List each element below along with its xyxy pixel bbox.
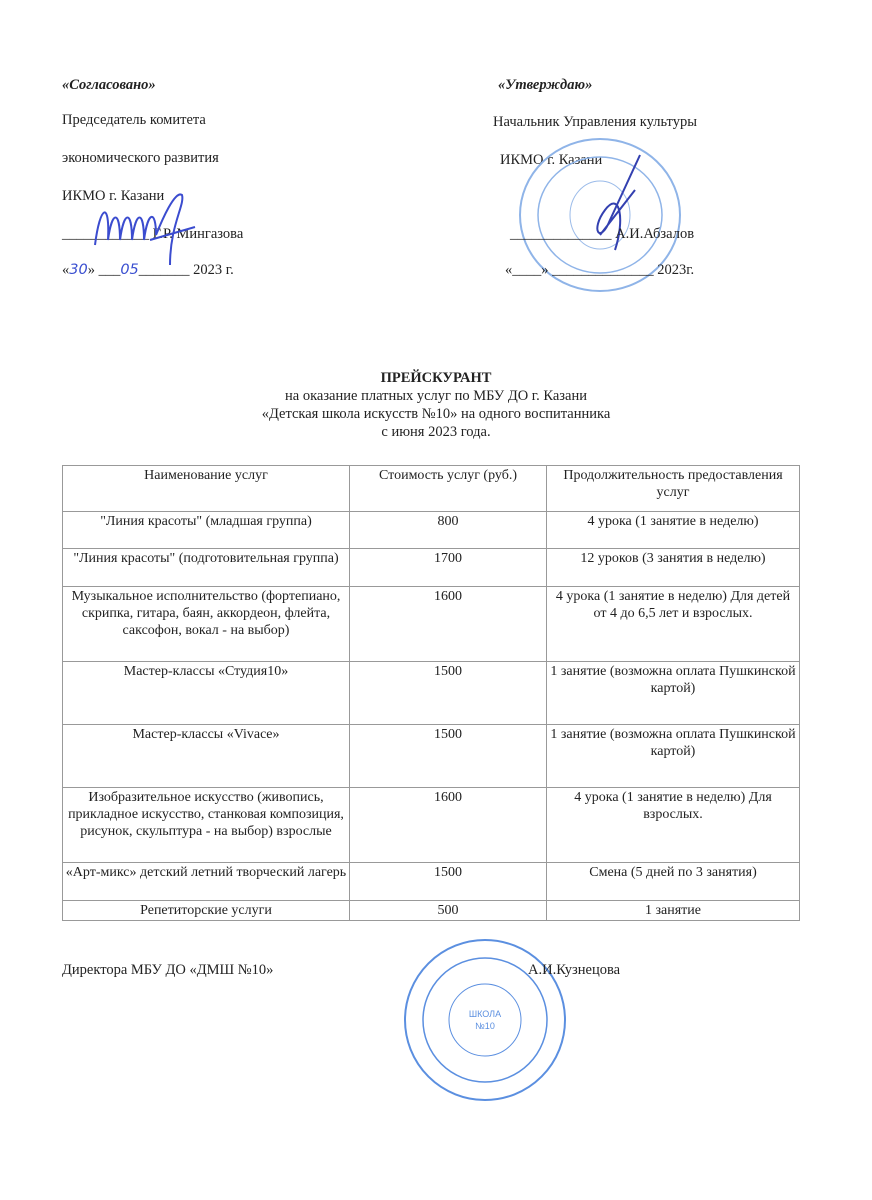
svg-text:ШКОЛА: ШКОЛА bbox=[468, 1009, 502, 1019]
service-name: «Арт-микс» детский летний творческий лагерь bbox=[63, 863, 350, 901]
date-year: 2023 г. bbox=[193, 262, 234, 278]
footer-position: Директора МБУ ДО «ДМШ №10» bbox=[62, 962, 274, 978]
signature-left bbox=[90, 185, 200, 270]
header-cell: Стоимость услуг (руб.) bbox=[350, 466, 547, 512]
service-duration: 4 урока (1 занятие в неделю) Для детей от 4 до 6,5 лет и взрослых. bbox=[547, 587, 800, 662]
table-row bbox=[63, 549, 800, 587]
doc-subtitle-2: «Детская школа искусств №10» на одного воспитанника bbox=[261, 406, 611, 422]
svg-text:№10: №10 bbox=[475, 1021, 495, 1031]
table-row bbox=[63, 863, 800, 901]
table-row bbox=[63, 587, 800, 662]
left-line3: ИКМО г. Казани bbox=[62, 188, 165, 204]
service-name: Мастер-классы «Vivace» bbox=[63, 725, 350, 788]
right-line1: Начальник Управления культуры bbox=[493, 114, 697, 130]
date-day: 30 bbox=[69, 262, 88, 278]
table-row bbox=[63, 512, 800, 549]
service-name: Изобразительное искусство (живопись, прикладное искусство, станковая композиция, рисунок, скульптура - на выбор) взрослые bbox=[63, 788, 350, 863]
table-row bbox=[63, 725, 800, 788]
right-line2: ИКМО г. Казани bbox=[500, 152, 603, 168]
table-header-row bbox=[63, 466, 800, 512]
service-duration: 4 урока (1 занятие в неделю) bbox=[547, 512, 800, 549]
signature-right bbox=[580, 150, 650, 260]
left-line1: Председатель комитета bbox=[62, 112, 206, 128]
doc-title: ПРЕЙСКУРАНТ bbox=[380, 370, 492, 386]
service-price: 1700 bbox=[350, 549, 547, 587]
left-heading: «Согласовано» bbox=[62, 77, 156, 93]
service-duration: 1 занятие (возможна оплата Пушкинской картой) bbox=[547, 662, 800, 725]
table-row bbox=[63, 662, 800, 725]
header-cell: Наименование услуг bbox=[63, 466, 350, 512]
service-name: Музыкальное исполнительство (фортепиано, скрипка, гитара, баян, аккордеон, флейта, саксофон, вокал - на выбор) bbox=[63, 587, 350, 662]
price-table bbox=[62, 465, 800, 921]
service-duration: 1 занятие (возможна оплата Пушкинской картой) bbox=[547, 725, 800, 788]
left-line2: экономического развития bbox=[62, 150, 219, 166]
service-name: Мастер-классы «Студия10» bbox=[63, 662, 350, 725]
left-date: «30» ___05_______ 2023 г. bbox=[62, 262, 234, 278]
date-month: 05 bbox=[120, 262, 139, 278]
left-signer: Г.Р. Мингазова bbox=[152, 226, 244, 242]
right-signer: А.И.Абзалов bbox=[615, 226, 695, 242]
table-row bbox=[63, 788, 800, 863]
service-duration: 4 урока (1 занятие в неделю) Для взрослых. bbox=[547, 788, 800, 863]
service-name: "Линия красоты" (подготовительная группа) bbox=[63, 549, 350, 587]
service-duration: 1 занятие bbox=[547, 901, 800, 921]
table-row bbox=[63, 901, 800, 921]
service-price: 1500 bbox=[350, 863, 547, 901]
right-signature-line: ______________ А.И.Абзалов bbox=[510, 226, 695, 242]
service-name: Репетиторские услуги bbox=[63, 901, 350, 921]
right-date: «____» ______________ 2023г. bbox=[505, 262, 695, 278]
service-price: 800 bbox=[350, 512, 547, 549]
doc-subtitle-1: на оказание платных услуг по МБУ ДО г. Казани bbox=[285, 388, 587, 404]
service-price: 1600 bbox=[350, 587, 547, 662]
service-price: 1500 bbox=[350, 662, 547, 725]
left-signature-line: ____________ Г.Р. Мингазова bbox=[62, 226, 244, 242]
service-name: "Линия красоты" (младшая группа) bbox=[63, 512, 350, 549]
right-heading: «Утверждаю» bbox=[498, 77, 593, 93]
service-price: 1600 bbox=[350, 788, 547, 863]
service-price: 500 bbox=[350, 901, 547, 921]
service-price: 1500 bbox=[350, 725, 547, 788]
service-duration: 12 уроков (3 занятия в неделю) bbox=[547, 549, 800, 587]
service-duration: Смена (5 дней по 3 занятия) bbox=[547, 863, 800, 901]
doc-subtitle-3: с июня 2023 года. bbox=[381, 424, 491, 440]
header-cell: Продолжительность предоставления услуг bbox=[547, 466, 800, 512]
stamp-bottom bbox=[400, 935, 570, 1105]
footer-signer: А.И.Кузнецова bbox=[528, 962, 621, 978]
